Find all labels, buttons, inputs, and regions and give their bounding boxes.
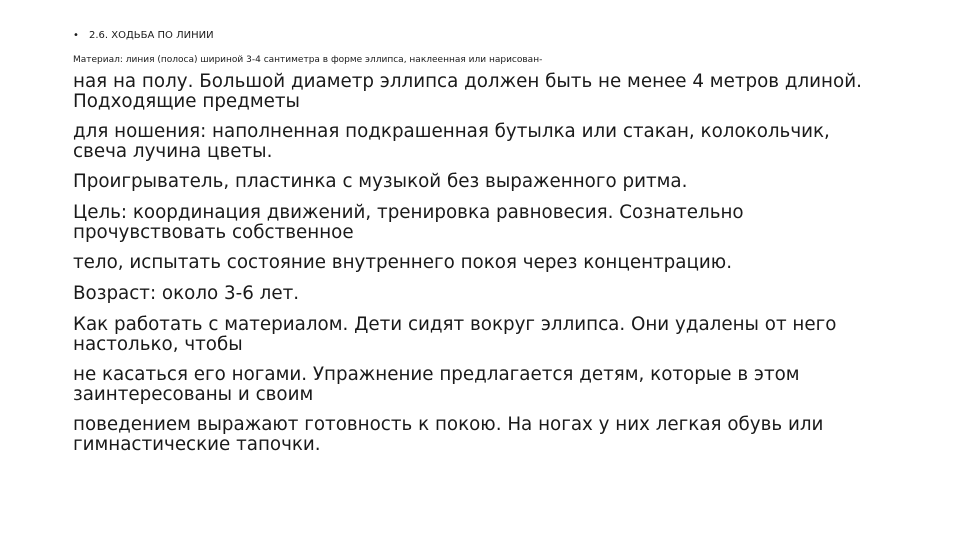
- paragraph: [73, 315, 933, 355]
- paragraph: [73, 172, 933, 192]
- section-heading-text: 2.6. ХОДЬБА ПО ЛИНИИ: [89, 30, 214, 41]
- paragraph: [73, 203, 933, 243]
- section-heading: [73, 30, 214, 42]
- paragraph: [73, 72, 933, 112]
- paragraph-line: поведением выражают готовность к покою. На ногах у них легкая обувь или: [73, 414, 824, 435]
- paragraph-line: заинтересованы и своим: [73, 384, 314, 405]
- paragraph-line: для ношения: наполненная подкрашенная бутылка или стакан, колокольчик,: [73, 121, 830, 142]
- paragraph: [73, 284, 933, 304]
- paragraph: [73, 365, 933, 405]
- paragraph-line: Подходящие предметы: [73, 91, 300, 112]
- paragraph-line: не касаться его ногами. Упражнение предлагается детям, которые в этом: [73, 364, 800, 385]
- paragraph-line: Цель: координация движений, тренировка равновесия. Сознательно: [73, 202, 744, 223]
- body-text: [73, 72, 933, 465]
- paragraph-line: тело, испытать состояние внутреннего покоя через концентрацию.: [73, 252, 733, 273]
- paragraph-line: Как работать с материалом. Дети сидят вокруг эллипса. Они удалены от него: [73, 314, 837, 335]
- intro-line: Материал: линия (полоса) шириной 3-4 сантиметра в форме эллипса, наклеенная или нарисован-: [73, 55, 543, 65]
- paragraph-line: настолько, чтобы: [73, 334, 243, 355]
- paragraph-line: свеча лучина цветы.: [73, 141, 273, 162]
- bullet-icon: •: [73, 30, 79, 41]
- paragraph-line: ная на полу. Большой диаметр эллипса должен быть не менее 4 метров длиной.: [73, 71, 862, 92]
- paragraph: [73, 253, 933, 273]
- paragraph: [73, 122, 933, 162]
- paragraph-line: гимнастические тапочки.: [73, 434, 321, 455]
- paragraph-line: Проигрыватель, пластинка с музыкой без выраженного ритма.: [73, 171, 688, 192]
- paragraph-line: прочувствовать собственное: [73, 222, 354, 243]
- paragraph: [73, 415, 933, 455]
- paragraph-line: Возраст: около 3-6 лет.: [73, 283, 300, 304]
